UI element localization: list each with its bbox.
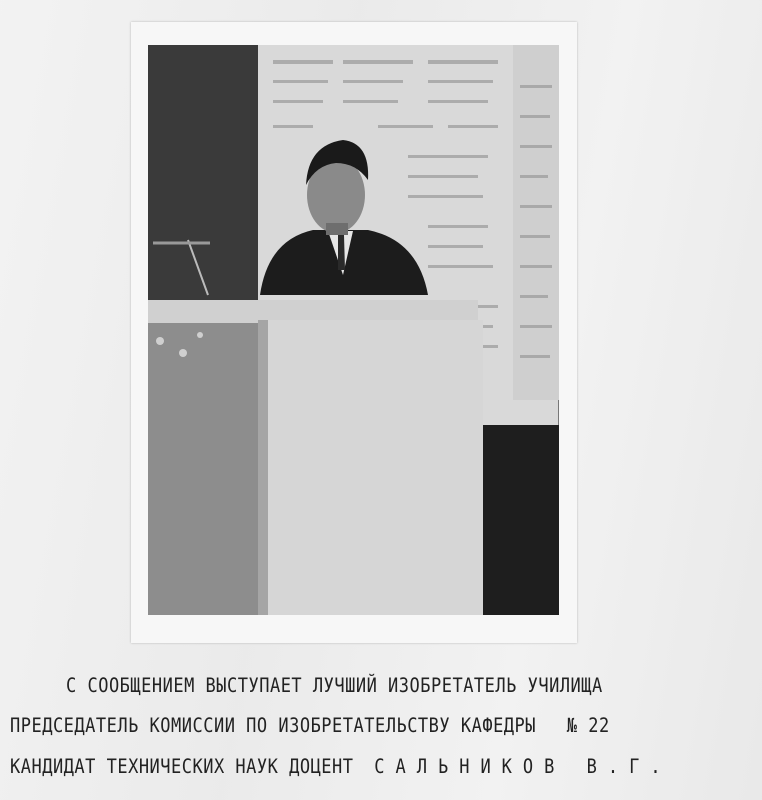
caption-department-number: № 22 [566, 714, 610, 738]
photo-svg [148, 45, 559, 615]
wall-poster-right [513, 45, 559, 400]
caption-line-3 [10, 756, 762, 779]
caption-line-1: С СООБЩЕНИЕМ ВЫСТУПАЕТ ЛУЧШИЙ ИЗОБРЕТАТЕЛЬ УЧИЛИЩА [66, 674, 603, 698]
caption-line-2-text: ПРЕДСЕДАТЕЛЬ КОМИССИИ ПО ИЗОБРЕТАТЕЛЬСТВУ КАФЕДРЫ [10, 714, 537, 738]
caption-line-2 [10, 715, 762, 738]
speaker-tie [338, 235, 345, 270]
archival-photograph [148, 45, 559, 615]
lectern-front [258, 320, 483, 615]
caption-line-3-text: КАНДИДАТ ТЕХНИЧЕСКИХ НАУК ДОЦЕНТ [10, 755, 354, 779]
caption-speaker-name: САЛЬНИКОВ В.Г. [374, 755, 672, 779]
lectern-side [148, 323, 258, 615]
